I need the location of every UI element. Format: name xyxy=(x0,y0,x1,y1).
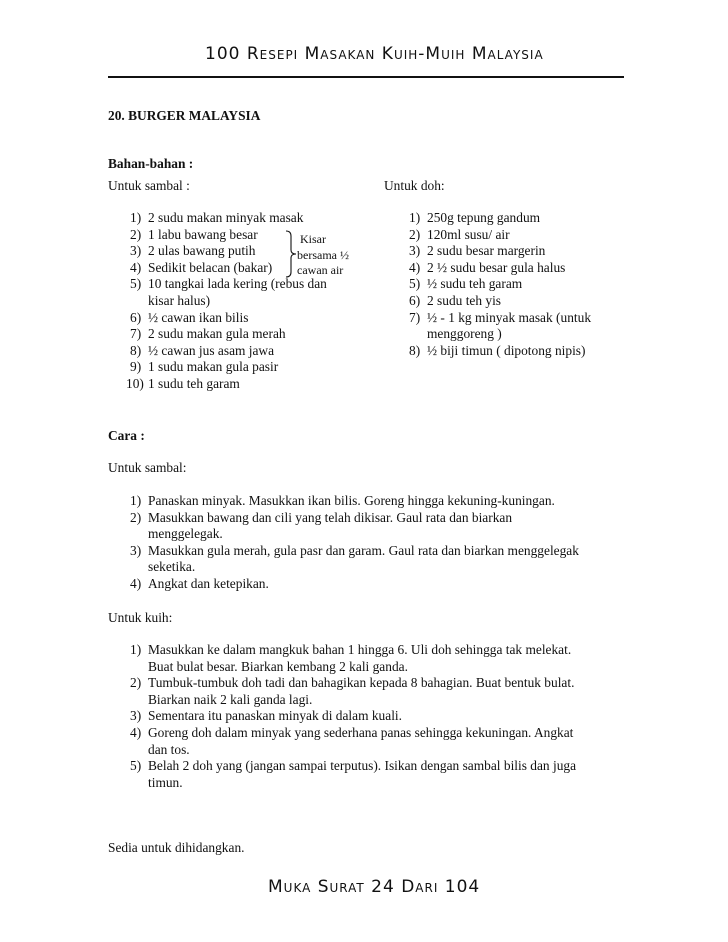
step-text: dan tos. xyxy=(148,741,190,757)
ingredient-text: Sedikit belacan (bakar) xyxy=(148,259,273,275)
step-text: Masukkan bawang dan cili yang telah dikisar. Gaul rata dan biarkan xyxy=(148,509,513,525)
ingredient-text-continued: menggoreng ) xyxy=(427,326,502,342)
sambal-ingredients-heading: Untuk sambal : xyxy=(108,178,190,193)
ingredient-number: 6) xyxy=(409,293,421,308)
step-text: seketika. xyxy=(148,559,196,575)
ingredient-number: 6) xyxy=(130,309,142,325)
ingredient-text: 1 sudu makan gula pasir xyxy=(148,359,279,375)
ingredient-text: 2 sudu makan gula merah xyxy=(148,326,286,342)
brace-note-line-1: Kisar xyxy=(300,232,326,246)
ingredient-number: 10) xyxy=(126,376,144,391)
ingredient-number: 4) xyxy=(409,259,421,275)
ingredient-text: 2 sudu besar margerin xyxy=(427,243,546,259)
step-text: Masukkan ke dalam mangkuk bahan 1 hingga 6. Uli doh sehingga tak melekat. xyxy=(148,642,572,657)
ingredient-number: 1) xyxy=(409,210,421,225)
ingredient-text: 10 tangkai lada kering (rebus dan xyxy=(148,276,327,292)
step-text: Goreng doh dalam minyak yang sederhana panas sehingga kekuningan. Angkat xyxy=(148,725,574,740)
ingredient-text: 1 sudu teh garam xyxy=(148,376,240,391)
ingredient-number: 1) xyxy=(130,210,142,225)
ingredient-text: ½ biji timun ( dipotong nipis) xyxy=(427,342,586,358)
ingredient-text: ½ cawan ikan bilis xyxy=(148,309,249,325)
ingredients-heading: Bahan-bahan : xyxy=(108,156,194,171)
brace-note-line-3: cawan air xyxy=(297,263,344,277)
step-number: 2) xyxy=(130,675,142,691)
ingredient-text: ½ sudu teh garam xyxy=(427,276,523,292)
step-text: Belah 2 doh yang (jangan sampai terputus). Isikan dengan sambal bilis dan juga xyxy=(148,758,577,774)
ingredient-number: 3) xyxy=(130,243,142,259)
step-text: Angkat dan ketepikan. xyxy=(148,576,269,591)
ingredient-number: 7) xyxy=(409,309,421,325)
step-number: 2) xyxy=(130,509,142,525)
ingredient-number: 2) xyxy=(130,226,142,242)
ingredient-number: 2) xyxy=(409,226,421,242)
step-number: 4) xyxy=(130,576,142,591)
ingredient-text-continued: kisar halus) xyxy=(148,293,211,308)
ingredient-text: 2 ulas bawang putih xyxy=(148,243,256,259)
header-rule xyxy=(108,76,624,78)
doh-ingredients-heading: Untuk doh: xyxy=(384,178,445,193)
step-number: 5) xyxy=(130,758,142,774)
step-text: Masukkan gula merah, gula pasr dan garam. Gaul rata dan biarkan menggelegak xyxy=(148,542,579,558)
ingredient-text: 1 labu bawang besar xyxy=(148,226,258,242)
step-number: 3) xyxy=(130,708,142,724)
ingredient-text: 2 sudu makan minyak masak xyxy=(148,210,304,225)
ingredient-text: ½ - 1 kg minyak masak (untuk xyxy=(427,309,592,325)
ingredient-text: ½ cawan jus asam jawa xyxy=(148,342,275,358)
step-text: timun. xyxy=(148,774,183,790)
ingredient-number: 8) xyxy=(130,342,142,358)
step-number: 1) xyxy=(130,493,142,508)
ingredient-text: 2 ½ sudu besar gula halus xyxy=(427,259,566,275)
brace-note-line-2: bersama ½ xyxy=(297,248,349,262)
ingredient-number: 3) xyxy=(409,243,421,259)
ingredient-number: 9) xyxy=(130,359,142,375)
step-text: Biarkan naik 2 kali ganda lagi. xyxy=(148,691,313,707)
kuih-method-heading: Untuk kuih: xyxy=(108,610,173,625)
ingredient-number: 5) xyxy=(409,276,421,292)
closing-text: Sedia untuk dihidangkan. xyxy=(108,840,245,855)
step-text: Buat bulat besar. Biarkan kembang 2 kali ganda. xyxy=(148,658,408,674)
ingredient-text: 120ml susu/ air xyxy=(427,226,510,242)
ingredient-number: 8) xyxy=(409,342,421,358)
step-text: menggelegak. xyxy=(148,526,223,542)
step-text: Tumbuk-tumbuk doh tadi dan bahagikan kepada 8 bahagian. Buat bentuk bulat. xyxy=(148,675,575,691)
recipe-title: 20. BURGER MALAYSIA xyxy=(108,108,261,123)
step-number: 3) xyxy=(130,542,142,558)
method-heading: Cara : xyxy=(108,428,145,443)
ingredient-number: 4) xyxy=(130,259,142,275)
page-footer: Muka Surat 24 Dari 104 xyxy=(268,877,481,897)
sambal-method-heading: Untuk sambal: xyxy=(108,460,187,475)
ingredient-number: 5) xyxy=(130,276,142,292)
brace-icon xyxy=(284,230,298,278)
step-number: 1) xyxy=(130,642,142,657)
step-number: 4) xyxy=(130,725,142,740)
page-header-title: 100 Resepi Masakan Kuih-Muih Malaysia xyxy=(205,44,544,64)
step-text: Panaskan minyak. Masukkan ikan bilis. Goreng hingga kekuning-kuningan. xyxy=(148,493,555,508)
ingredient-number: 7) xyxy=(130,326,142,342)
ingredient-text: 2 sudu teh yis xyxy=(427,293,502,308)
step-text: Sementara itu panaskan minyak di dalam kuali. xyxy=(148,708,402,724)
ingredient-text: 250g tepung gandum xyxy=(427,210,541,225)
